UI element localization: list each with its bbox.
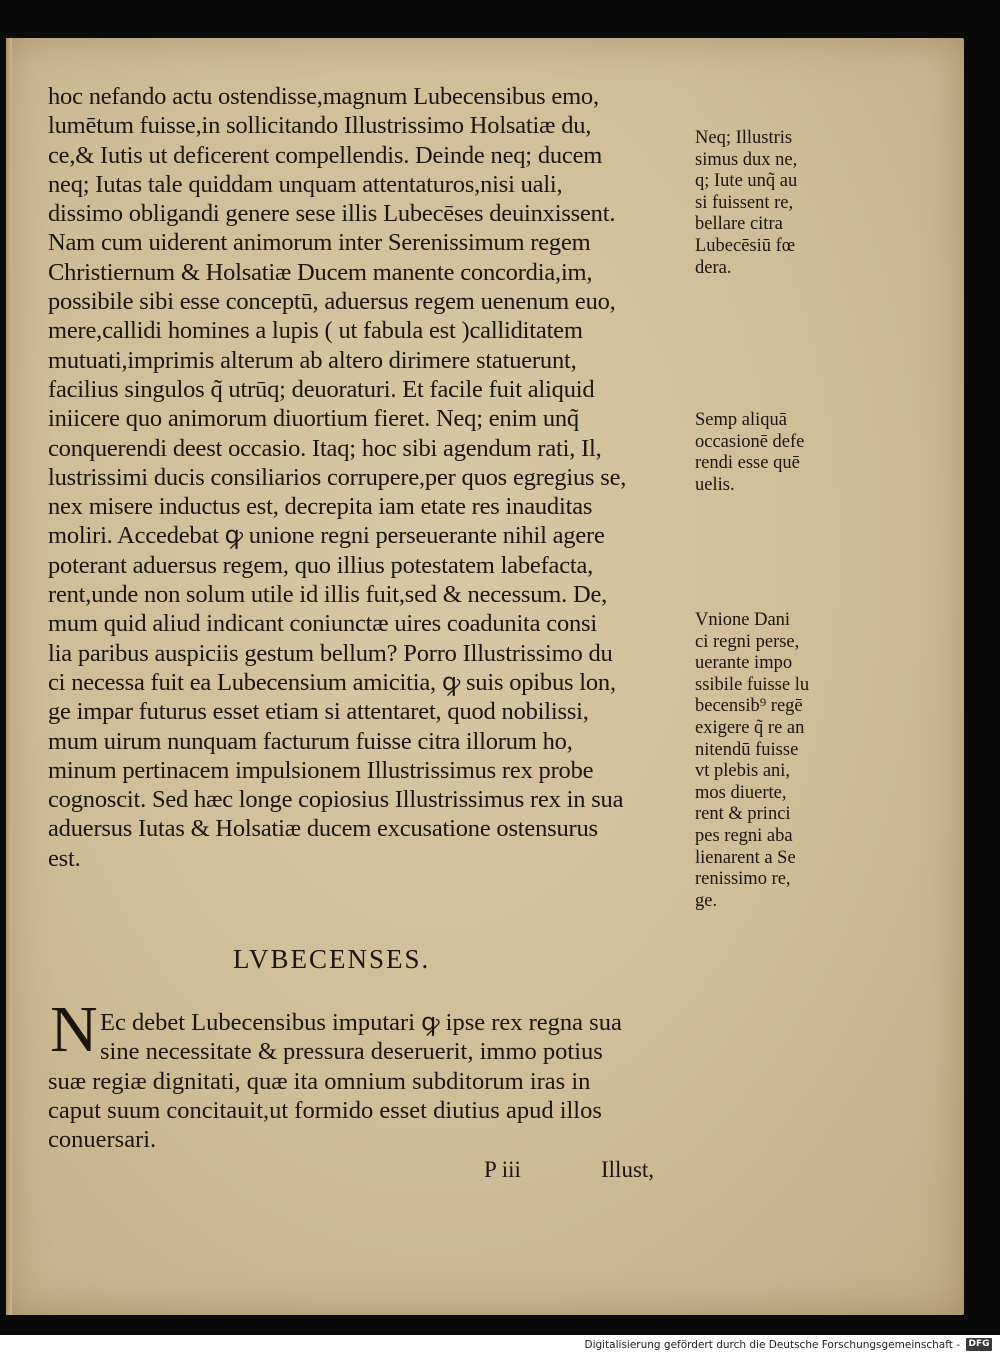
- text-line: Nam cum uiderent animorum inter Serenissimum regem: [48, 229, 591, 257]
- margin-note-line: ci regni perse,: [695, 631, 800, 652]
- margin-note-2: [695, 410, 835, 496]
- text-line: lia paribus auspiciis gestum bellum? Porro Illustrissimo du: [48, 639, 613, 667]
- margin-note-line: lienarent a Se: [695, 847, 796, 868]
- text-line: ge impar futurus esset etiam si attentaret, quod nobilissi,: [48, 698, 589, 726]
- margin-note-line: Lubecēsiū fœ: [695, 235, 796, 256]
- margin-note-line: bellare citra: [695, 214, 783, 235]
- text-line: mutuati,imprimis alterum ab altero dirimere statuerunt,: [48, 346, 577, 374]
- text-line: suæ regiæ dignitati, quæ ita omnium subditorum iras in: [48, 1067, 591, 1095]
- text-line: moliri. Accedebat ꝙ unione regni perseuerante nihil agere: [48, 522, 605, 550]
- margin-note-line: uerante impo: [695, 653, 793, 674]
- page-edge: [6, 38, 12, 1315]
- margin-note-line: simus dux ne,: [695, 149, 798, 170]
- margin-note-line: exigere q̃ re an: [695, 717, 805, 738]
- text-line: neq; Iutas tale quiddam unquam attentaturos,nisi uali,: [48, 170, 563, 198]
- footer-credit: Digitalisierung gefördert durch die Deutsche Forschungsgemeinschaft -: [584, 1339, 960, 1351]
- margin-note-line: rendi esse quē: [695, 453, 800, 474]
- margin-note-line: renissimo re,: [695, 869, 791, 890]
- margin-note-line: mos diuerte,: [695, 782, 787, 803]
- text-line: lumētum fuisse,in sollicitando Illustrissimo Holsatiæ du,: [48, 112, 592, 140]
- dfg-logo: DFG: [966, 1338, 992, 1351]
- margin-note-3: [695, 610, 835, 912]
- text-line: hoc nefando actu ostendisse,magnum Lubecensibus emo,: [48, 83, 599, 110]
- drop-cap: N: [50, 993, 98, 1066]
- margin-note-line: becensib⁹ regē: [695, 696, 803, 717]
- text-line: ci necessa fuit ea Lubecensium amicitia, ꝙ suis opibus lon,: [48, 668, 616, 696]
- text-line: sine necessitate & pressura deseruerit, immo potius: [100, 1038, 603, 1066]
- margin-note-line: pes regni aba: [695, 825, 793, 846]
- margin-note-line: uelis.: [695, 474, 735, 495]
- text-line: Christiernum & Holsatiæ Ducem manente concordia,im,: [48, 258, 593, 286]
- text-line: caput suum concitauit,ut formido esset diutius apud illos: [48, 1096, 602, 1124]
- text-line: rent,unde non solum utile id illis fuit,sed & necessum. De,: [48, 581, 608, 609]
- margin-note-line: nitendū fuisse: [695, 739, 799, 760]
- text-line: nex misere inductus est, decrepita iam etate res inauditas: [48, 493, 593, 521]
- text-line: Ec debet Lubecensibus imputari ꝙ ipse rex regna sua: [100, 1009, 622, 1036]
- margin-note-line: ssibile fuisse lu: [695, 674, 810, 695]
- second-paragraph: [48, 1008, 688, 1154]
- main-text-block: [48, 82, 688, 873]
- text-line: mere,callidi homines a lupis ( ut fabula est )calliditatem: [48, 317, 583, 345]
- margin-note-line: si fuissent re,: [695, 192, 794, 213]
- text-line: poterant aduersus regem, quo illius potestatem labefacta,: [48, 551, 594, 579]
- margin-note-line: Semp aliquā: [695, 410, 787, 430]
- signature-mark: P iii: [484, 1157, 521, 1182]
- text-line: iniicere quo animorum diuortium fieret. Neq; enim unq̃: [48, 405, 579, 433]
- section-heading: LVBECENSES.: [233, 944, 431, 974]
- text-line: minum pertinacem impulsionem Illustrissimus rex probe: [48, 756, 594, 784]
- text-line: est.: [48, 844, 81, 872]
- text-line: facilius singulos q̃ utrūq; deuoraturi. Et facile fuit aliquid: [48, 375, 595, 403]
- margin-note-1: [695, 128, 835, 279]
- margin-note-line: vt plebis ani,: [695, 761, 791, 782]
- margin-note-line: occasionē defe: [695, 431, 805, 452]
- text-line: mum uirum nunquam facturum fuisse citra illorum ho,: [48, 727, 573, 755]
- text-line: cognoscit. Sed hæc longe copiosius Illustrissimus rex in sua: [48, 786, 624, 814]
- text-line: mum quid aliud indicant coniunctæ uires coadunita consi: [48, 610, 597, 638]
- text-line: ce,& Iutis ut deficerent compellendis. Deinde neq; ducem: [48, 141, 603, 169]
- margin-note-line: Neq; Illustris: [695, 128, 793, 148]
- text-line: aduersus Iutas & Holsatiæ ducem excusatione ostensurus: [48, 815, 598, 843]
- margin-note-line: rent & princi: [695, 804, 791, 825]
- margin-note-line: dera.: [695, 257, 732, 278]
- margin-note-line: q; Iute unq̃ au: [695, 171, 798, 192]
- margin-note-line: ge.: [695, 890, 718, 911]
- text-line: lustrissimi ducis consiliarios corrupere,per quos egregius se,: [48, 463, 627, 491]
- margin-note-line: Vnione Dani: [695, 610, 791, 630]
- text-line: conquerendi deest occasio. Itaq; hoc sibi agendum rati, Il,: [48, 434, 602, 462]
- text-line: dissimo obligandi genere sese illis Lubecēses deuinxissent.: [48, 200, 616, 228]
- text-line: possibile sibi esse conceptū, aduersus regem uenenum euo,: [48, 288, 616, 316]
- text-line: conuersari.: [48, 1126, 157, 1154]
- catchword: Illust,: [601, 1157, 655, 1182]
